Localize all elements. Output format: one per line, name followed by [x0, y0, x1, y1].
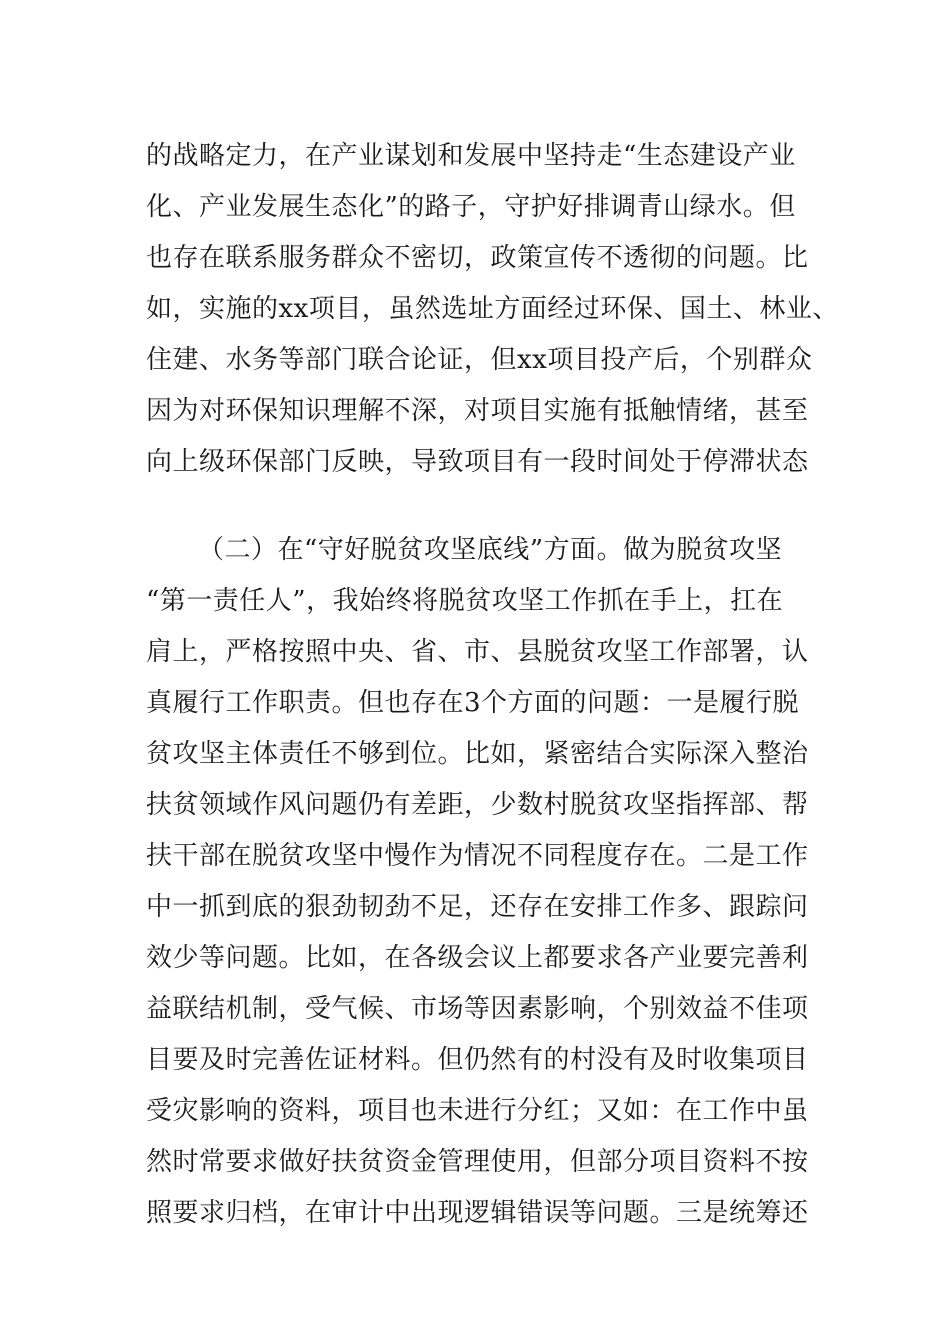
text-line: 贫攻坚主体责任不够到位。比如，紧密结合实际深入整治 [146, 739, 809, 769]
text-line: 因为对环保知识理解不深，对项目实施有抵触情绪，甚至 [146, 396, 809, 426]
text-line: 照要求归档，在审计中出现逻辑错误等问题。三是统筹还 [146, 1198, 809, 1228]
text-line: 肩上，严格按照中央、省、市、县脱贫攻坚工作部署，认 [146, 637, 809, 667]
text-line: 效少等问题。比如，在各级会议上都要求各产业要完善利 [146, 943, 809, 973]
text-line: 化、产业发展生态化”的路子，守护好排调青山绿水。但 [146, 192, 796, 222]
paragraph-poverty-alleviation [146, 525, 816, 1239]
text-line: 扶贫领域作风问题仍有差距，少数村脱贫攻坚指挥部、帮 [146, 790, 809, 820]
text-line: 目要及时完善佐证材料。但仍然有的村没有及时收集项目 [146, 1045, 809, 1075]
text-line: “第一责任人”，我始终将脱贫攻坚工作抓在手上，扛在 [146, 586, 784, 616]
section-heading-line: （二）在“守好脱贫攻坚底线”方面。做为脱贫攻坚 [198, 535, 783, 565]
text-line: 的战略定力，在产业谋划和发展中坚持走“生态建设产业 [146, 141, 796, 171]
text-line: 中一抓到底的狠劲韧劲不足，还存在安排工作多、跟踪问 [146, 892, 809, 922]
paragraph-ecology [146, 131, 839, 488]
text-line: 受灾影响的资料，项目也未进行分红；又如：在工作中虽 [146, 1096, 809, 1126]
text-line: 也存在联系服务群众不密切，政策宣传不透彻的问题。比 [146, 243, 809, 273]
text-line: 真履行工作职责。但也存在3个方面的问题：一是履行脱 [146, 688, 800, 718]
text-line: 如，实施的xx项目，虽然选址方面经过环保、国土、林业、 [146, 294, 839, 324]
text-line: 向上级环保部门反映，导致项目有一段时间处于停滞状态 [146, 447, 809, 477]
text-line: 益联结机制，受气候、市场等因素影响，个别效益不佳项 [146, 994, 809, 1024]
text-line: 然时常要求做好扶贫资金管理使用，但部分项目资料不按 [146, 1147, 809, 1177]
text-line: 住建、水务等部门联合论证，但xx项目投产后，个别群众 [146, 345, 813, 375]
text-line: 扶干部在脱贫攻坚中慢作为情况不同程度存在。二是工作 [146, 841, 809, 871]
